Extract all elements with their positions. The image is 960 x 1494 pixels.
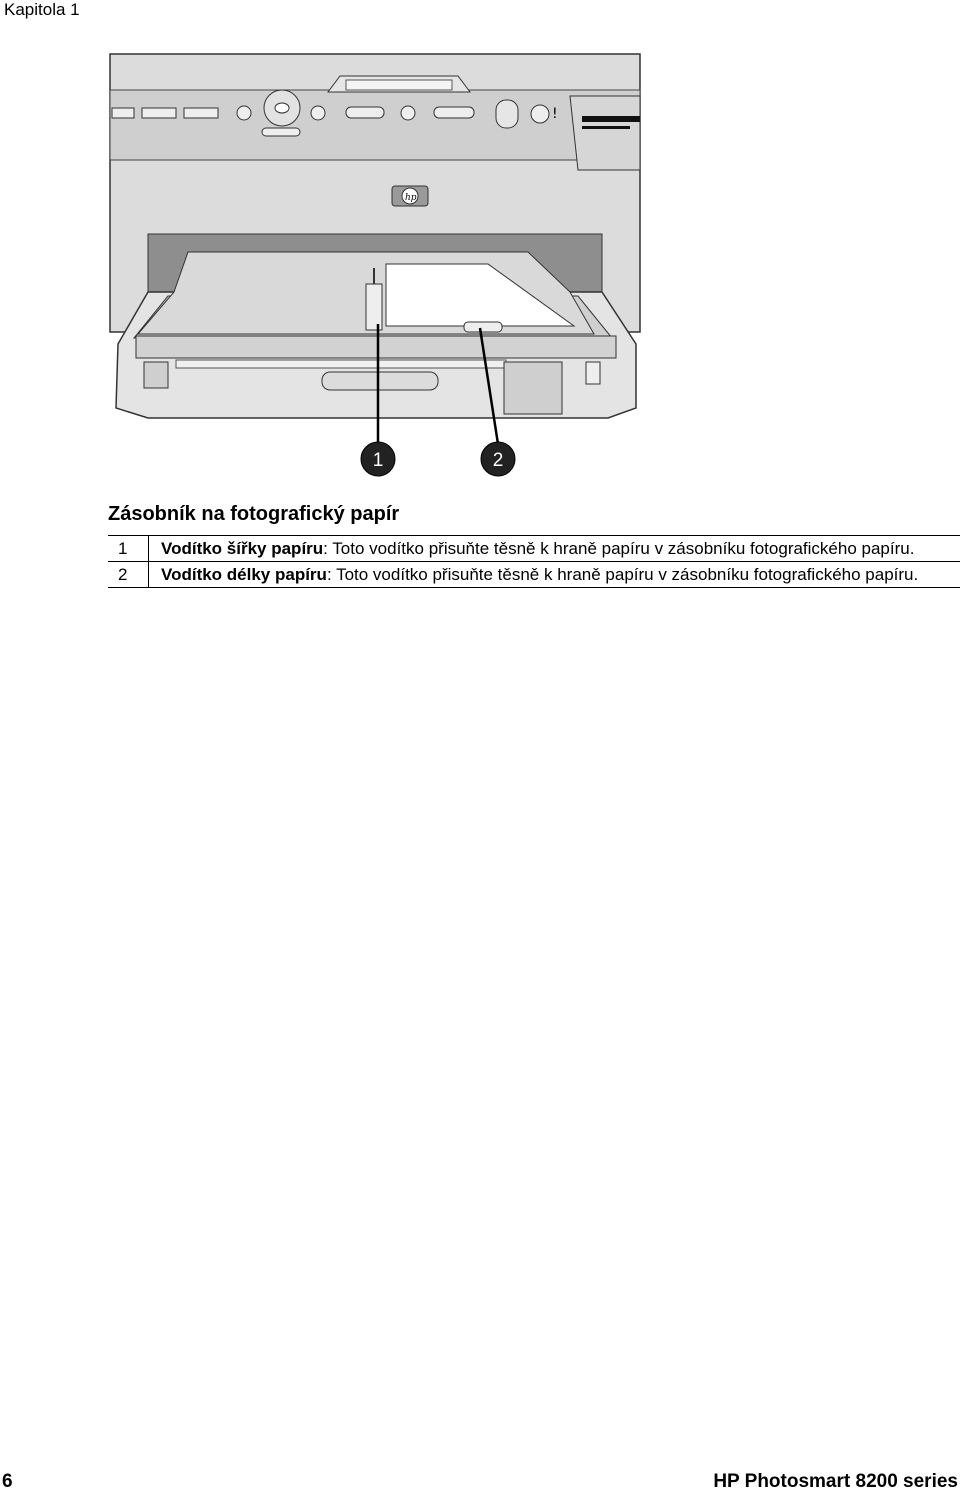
- callout-2: [481, 442, 515, 476]
- printer-photo-tray-illustration: [108, 52, 644, 482]
- figure-caption-title: Zásobník na fotografický papír: [108, 503, 400, 525]
- legend-description: : Toto vodítko přisuňte těsně k hraně papíru v zásobníku fotografického papíru.: [326, 565, 919, 584]
- svg-text:1: 1: [372, 450, 384, 471]
- legend-table: [108, 535, 960, 588]
- legend-text: [149, 536, 960, 562]
- svg-text:2: 2: [492, 450, 504, 471]
- legend-term: Vodítko šířky papíru: [161, 539, 324, 558]
- svg-text:!: !: [552, 106, 558, 122]
- svg-text:hp: hp: [405, 193, 417, 203]
- product-name: HP Photosmart 8200 series: [713, 1471, 958, 1492]
- callout-1: [361, 442, 395, 476]
- legend-number: 1: [118, 539, 128, 558]
- page-number: 6: [2, 1471, 13, 1492]
- legend-description: : Toto vodítko přisuňte těsně k hraně papíru v zásobníku fotografického papíru.: [323, 539, 915, 558]
- chapter-header: Kapitola 1: [4, 0, 80, 19]
- legend-text: [149, 562, 960, 588]
- legend-number: 2: [118, 565, 128, 584]
- legend-row: [108, 562, 960, 588]
- legend-row: [108, 536, 960, 562]
- legend-term: Vodítko délky papíru: [161, 565, 327, 584]
